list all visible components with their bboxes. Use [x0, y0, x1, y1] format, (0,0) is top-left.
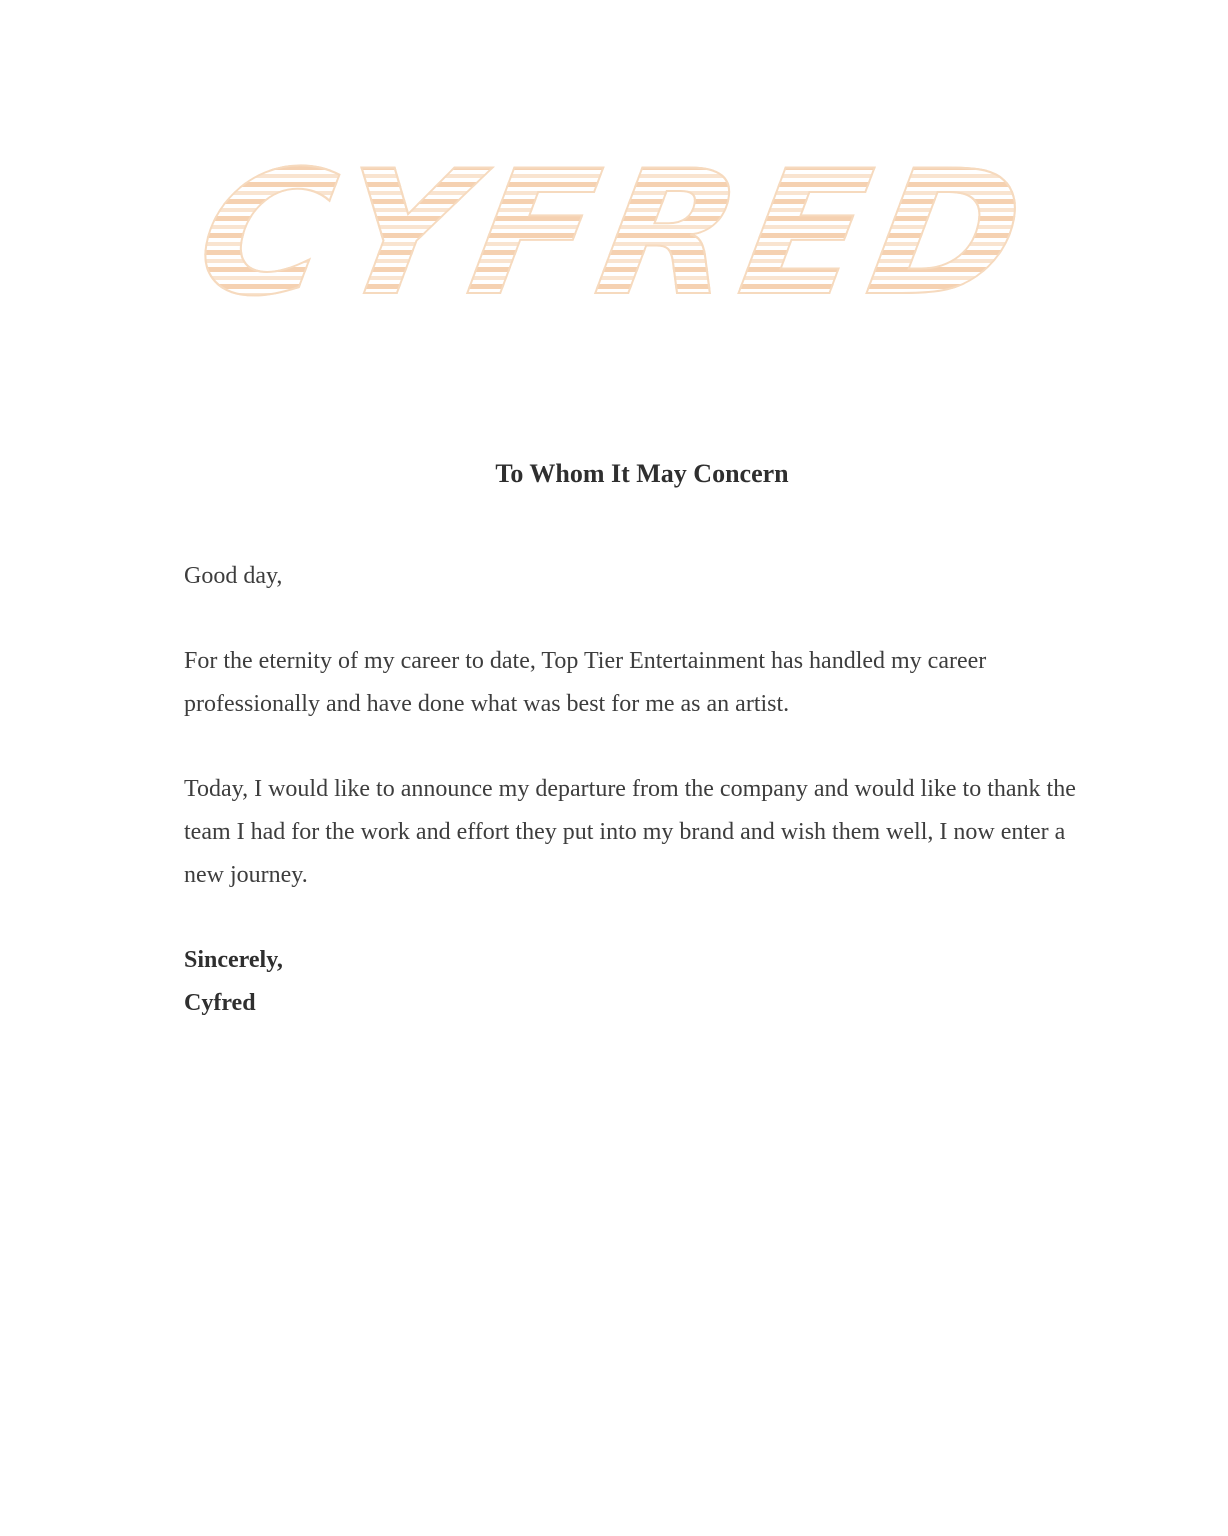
paragraph-2: Today, I would like to announce my departure from the company and would like to thank the team I had for the work and effort they put into my brand and wish them well, I now enter a new journey.	[184, 776, 1076, 888]
logo-container	[0, 133, 1228, 334]
letter-body	[184, 452, 1100, 1025]
paragraph-1: For the eternity of my career to date, Top Tier Entertainment has handled my career professionally and have done what was best for me as an artist.	[184, 648, 987, 717]
salutation: Good day,	[184, 563, 283, 589]
signature-name: Cyfred	[184, 990, 256, 1016]
closing-line: Sincerely,	[184, 947, 283, 973]
cyfred-logo: CYFRED	[183, 133, 1045, 334]
letter-heading: To Whom It May Concern	[495, 459, 789, 488]
